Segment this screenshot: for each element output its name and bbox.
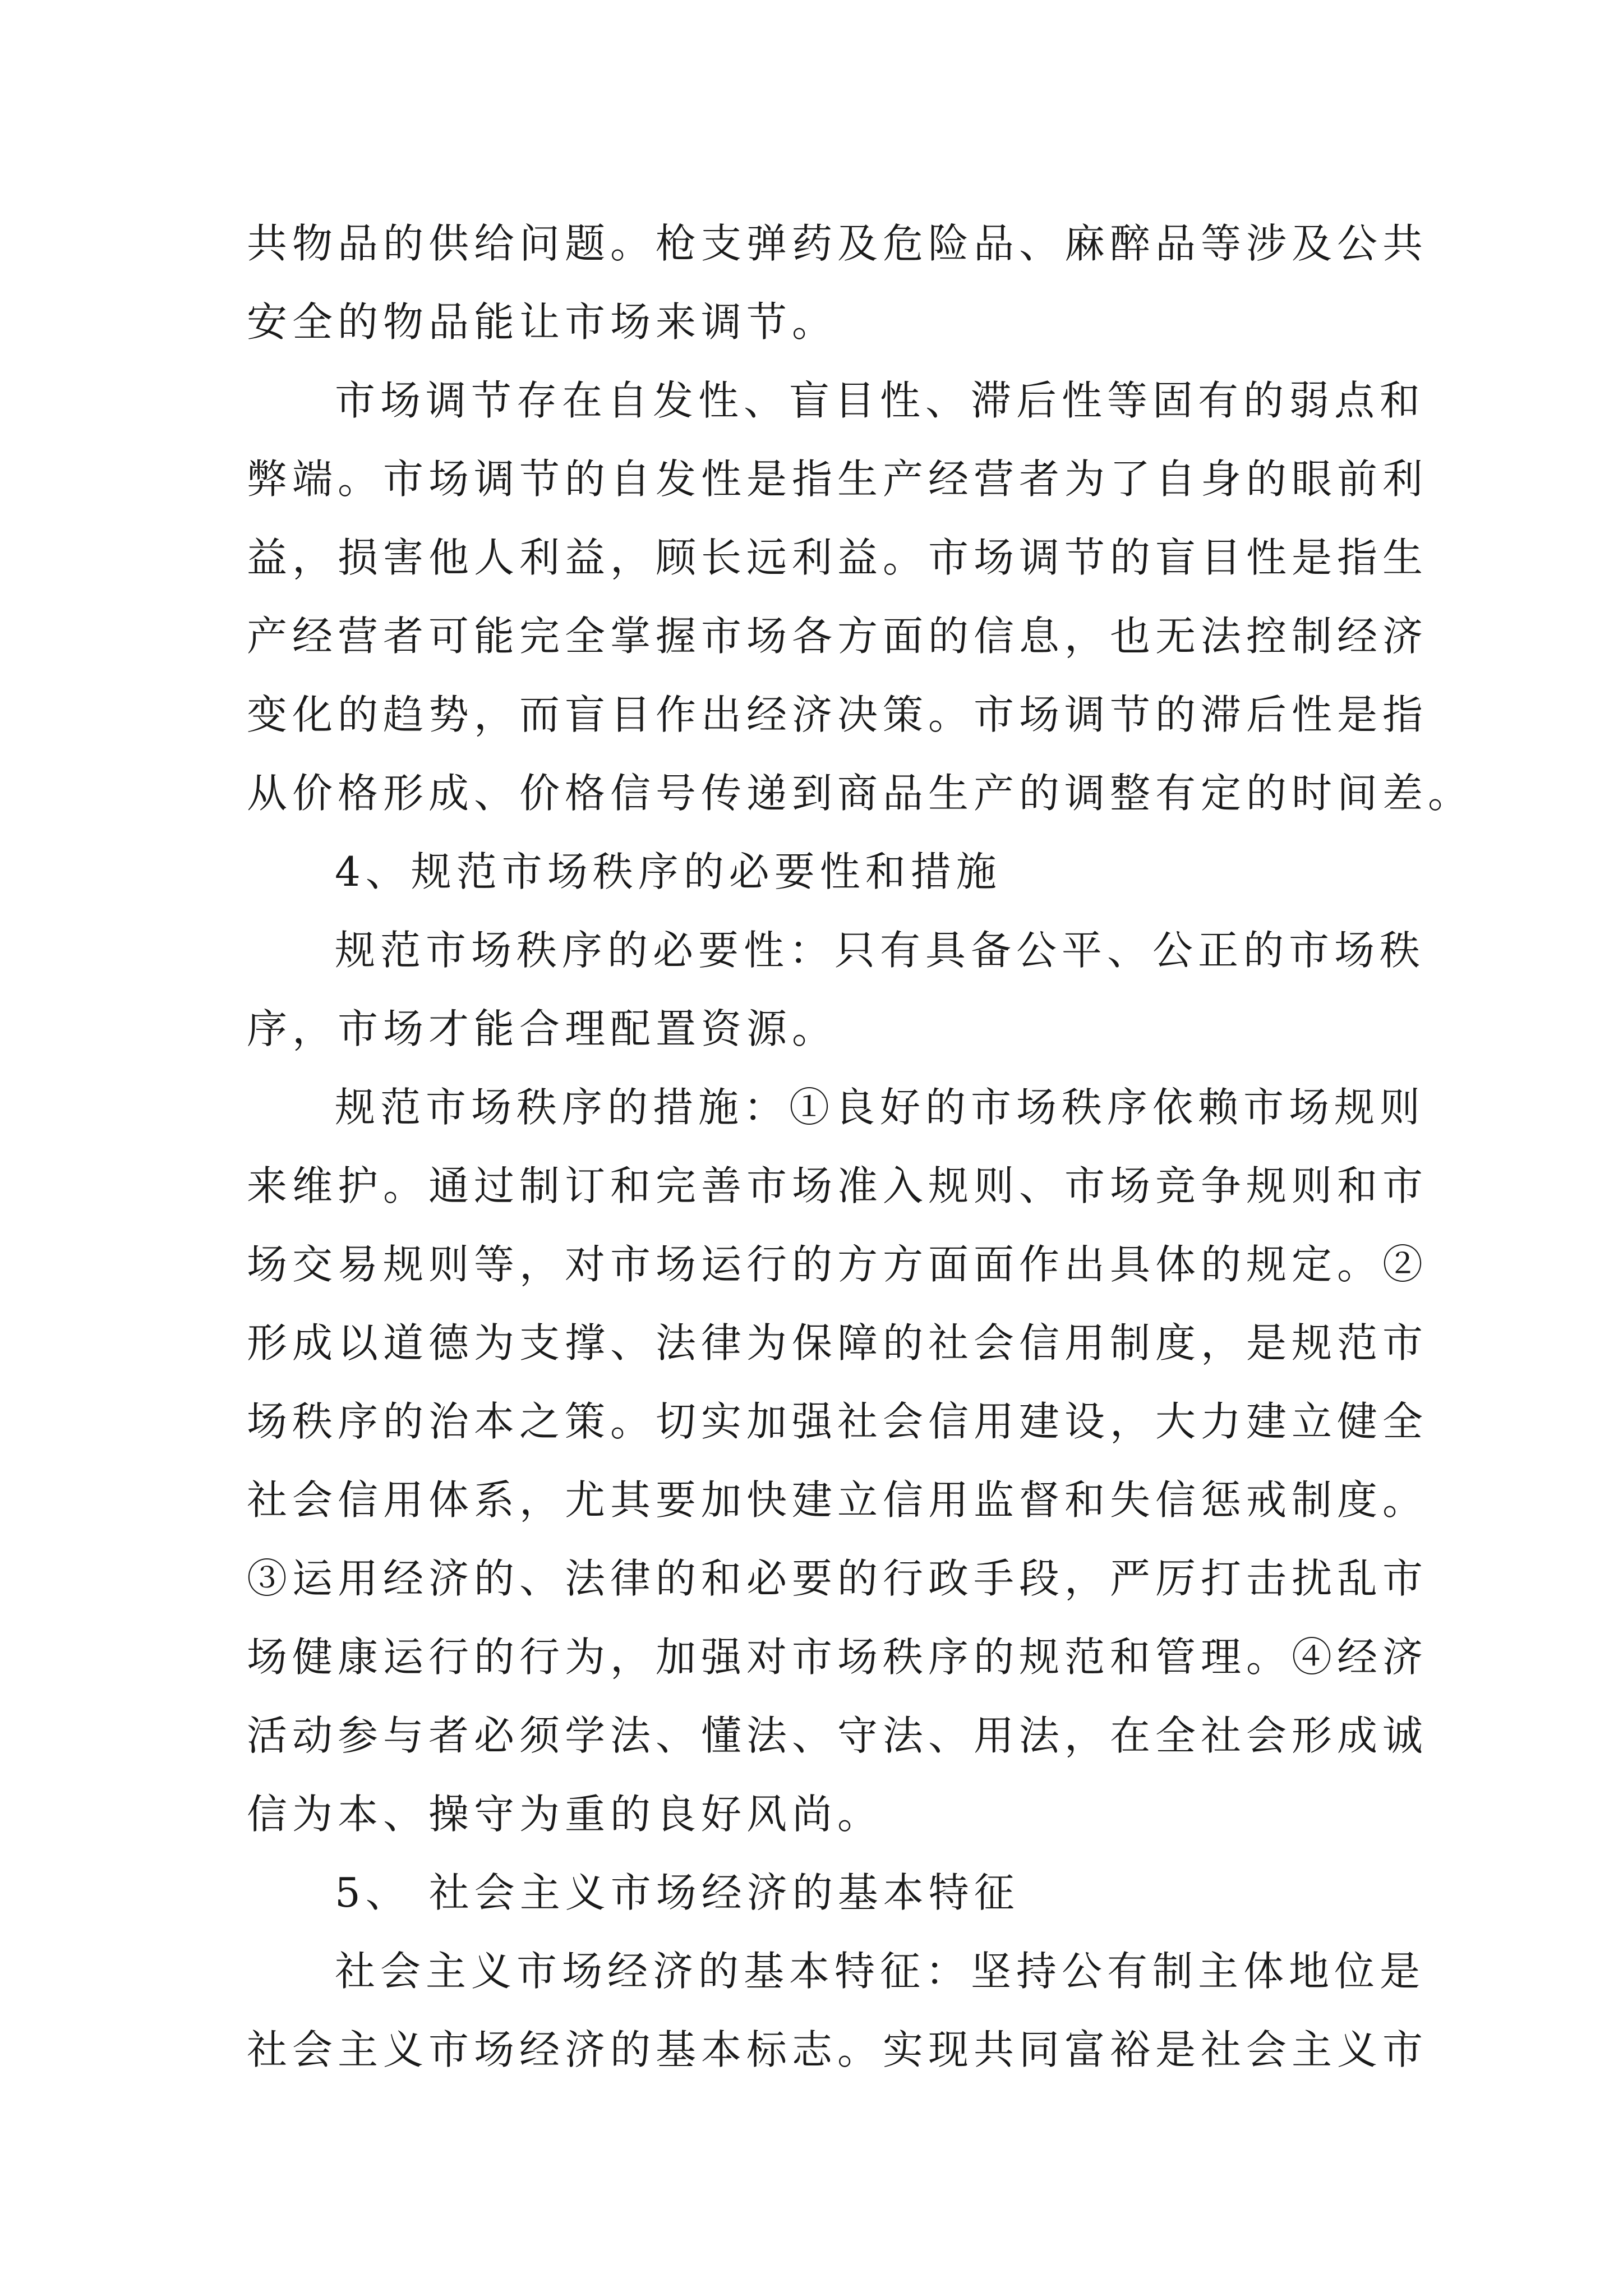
text-line: 变化的趋势，而盲目作出经济决策。市场调节的滞后性是指 [247, 691, 1428, 738]
text-line: 产经营者可能完全掌握市场各方面的信息，也无法控制经济 [247, 613, 1428, 660]
text-line: 从价格形成、价格信号传递到商品生产的调整有定的时间差。 [247, 770, 1474, 817]
text-line: 场秩序的治本之策。切实加强社会信用建设，大力建立健全 [247, 1398, 1428, 1445]
paragraph-start-line: 规范市场秩序的措施：①良好的市场秩序依赖市场规则 [335, 1084, 1426, 1131]
paragraph-start-line: 市场调节存在自发性、盲目性、滞后性等固有的弱点和 [335, 377, 1426, 424]
text-line: 形成以道德为支撑、法律为保障的社会信用制度，是规范市 [247, 1319, 1428, 1366]
text-line: 益，损害他人利益，顾长远利益。市场调节的盲目性是指生 [247, 534, 1428, 581]
text-line: 活动参与者必须学法、懂法、守法、用法，在全社会形成诚 [247, 1712, 1428, 1759]
text-line: 序，市场才能合理配置资源。 [247, 1005, 838, 1052]
text-line: 信为本、操守为重的良好风尚。 [247, 1791, 883, 1838]
text-line: 共物品的供给问题。枪支弹药及危险品、麻醉品等涉及公共 [247, 220, 1428, 267]
section-heading-5: 5、 社会主义市场经济的基本特征 [335, 1869, 1020, 1916]
text-line: 社会信用体系，尤其要加快建立信用监督和失信惩戒制度。 [247, 1476, 1428, 1524]
text-line: 弊端。市场调节的自发性是指生产经营者为了自身的眼前利 [247, 455, 1428, 503]
text-line: 场健康运行的行为，加强对市场秩序的规范和管理。④经济 [247, 1634, 1428, 1681]
text-line: 社会主义市场经济的基本标志。实现共同富裕是社会主义市 [247, 2026, 1428, 2073]
text-line: 安全的物品能让市场来调节。 [247, 298, 838, 346]
paragraph-start-line: 社会主义市场经济的基本特征：坚持公有制主体地位是 [335, 1948, 1426, 1995]
text-line: ③运用经济的、法律的和必要的行政手段，严厉打击扰乱市 [247, 1555, 1428, 1602]
text-line: 场交易规则等，对市场运行的方方面面作出具体的规定。② [247, 1241, 1428, 1288]
section-heading-4: 4、规范市场秩序的必要性和措施 [335, 848, 1002, 895]
paragraph-start-line: 规范市场秩序的必要性：只有具备公平、公正的市场秩 [335, 927, 1426, 974]
text-line: 来维护。通过制订和完善市场准入规则、市场竞争规则和市 [247, 1162, 1428, 1209]
